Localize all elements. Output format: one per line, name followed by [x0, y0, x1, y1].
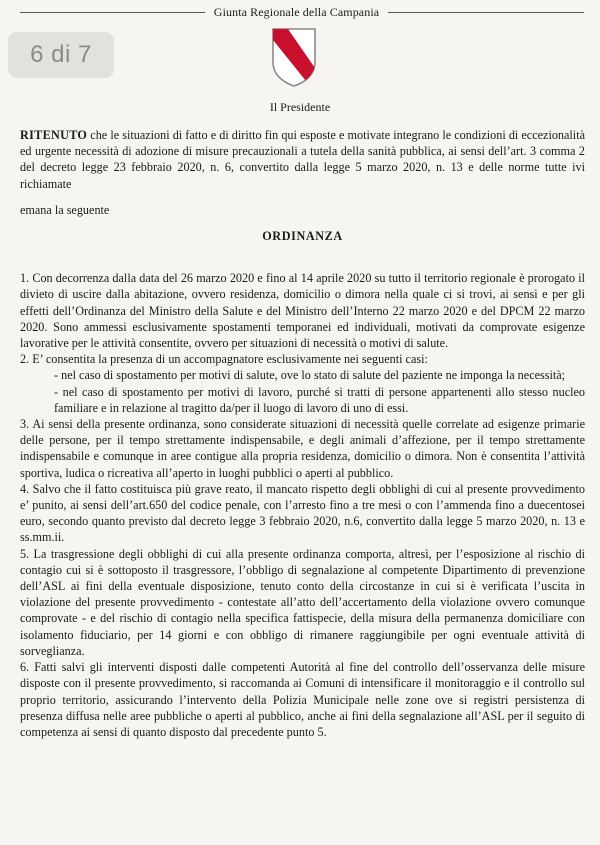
- paragraph-3: 3. Ai sensi della presente ordinanza, sono considerate situazioni di necessità quelle correlate ad esigenze primarie delle persone, per il tempo strettamente indispensabile, e degli animali d’affezione, per il tempo strettamente indispensabile e comunque in aree contigue alla propria residenza, domicilio o dimora. Non è consentita l’attività sportiva, ludica o ricreativa all’aperto in luoghi pubblici o aperti al pubblico.: [20, 417, 585, 480]
- paragraph-5: 5. La trasgressione degli obblighi di cui alla presente ordinanza comporta, altresì, per l’esposizione al rischio di contagio cui si è sottoposto il trasgressore, l’obbligo di segnalazione al competente Dipartimento di prevenzione dell’ASL ai fini della eventuale disposizione, tenuto conto della circostanze in cui si è verificata l’uscita in violazione del presente provvedimento - contestate all’atto dell’accertamento della violazione ovvero comunque comprovate - e del rischio di contagio nella specifica fattispecie, della misura della permanenza domiciliare con isolamento fiduciario, per 14 giorni e con obbligo di rimanere raggiungibile per ogni eventuale attività di sorveglianza.: [20, 546, 585, 658]
- campania-coat-of-arms-icon: [270, 26, 318, 88]
- page-counter-badge: 6 di 7: [8, 32, 114, 78]
- paragraph-1: 1. Con decorrenza dalla data del 26 marzo 2020 e fino al 14 aprile 2020 su tutto il territorio regionale è prorogato il divieto di uscire dalla abitazione, ovvero residenza, domicilio o dimora nella quale ci si trovi, ai sensi e per gli effetti dell’Ordinanza del Ministro della Salute e del Ministro dell’Interno 22 marzo 2020 e del DPCM 22 marzo 2020. Sono ammessi esclusivamente spostamenti temporanei ed individuali, motivati da comprovate esigenze lavorative per le attività consentite, ovvero per situazioni di necessità o motivi di salute.: [20, 271, 585, 351]
- paragraph-6: 6. Fatti salvi gli interventi disposti dalle competenti Autorità al fine del controllo dell’osservanza delle misure disposte con il presente provvedimento, si raccomanda ai Comuni di intensificare il monitoraggio e il controllo sul proprio territorio, assicurando l’intervento della Polizia Municipale nelle zone ove si registri persistenza di presenza diffusa nelle aree pubbliche o aperti al pubblico, anche ai fini della segnalazione all’ASL per il seguito di competenza ai sensi di quanto disposto dal precedente punto 5.: [20, 660, 585, 739]
- header-title: Giunta Regionale della Campania: [213, 5, 380, 19]
- paragraph-2-bullet-2: - nel caso di spostamento per motivi di lavoro, purché si tratti di persone appartenenti allo stesso nucleo familiare e in relazione al tragitto da/per il luogo di lavoro di uno di essi.: [54, 384, 585, 415]
- paragraph-4: 4. Salvo che il fatto costituisca più grave reato, il mancato rispetto degli obblighi di cui al presente provvedimento e’ punito, ai sensi dell’art.650 del codice penale, con l’arresto fino a tre mesi o con l’ammenda fino a duecentosei euro, secondo quanto previsto dal decreto legge 3 febbraio 2020, n.6, convertito dalla legge 5 marzo 2020, n. 13 e ss.mm.ii.: [20, 481, 585, 545]
- intro-paragraph: [20, 127, 585, 192]
- document-body: [20, 127, 585, 740]
- paragraph-2-bullet-1: - nel caso di spostamento per motivi di salute, ove lo stato di salute del paziente ne imponga la necessità;: [54, 368, 566, 383]
- intro-text: che le situazioni di fatto e di diritto fin qui esposte e motivate integrano le condizioni di eccezionalità ed urgente necessità di adozione di misure precauzionali a tutela della sanità pubblica, ai sensi dell’art. 3 comma 2 del decreto legge 23 febbraio 2020, n. 6, convertito dalla legge 5 marzo 2020, n. 13 e delle norme tutte ivi richiamate: [20, 128, 585, 191]
- header-rule-left: [20, 12, 205, 13]
- emana-line: emana la seguente: [20, 202, 110, 217]
- ordinanza-title: ORDINANZA: [262, 229, 343, 244]
- header-rule-right: [388, 12, 584, 13]
- paragraph-2: 2. E’ consentita la presenza di un accompagnatore esclusivamente nei seguenti casi:: [20, 352, 428, 367]
- intro-lead: RITENUTO: [20, 128, 88, 142]
- president-label: Il Presidente: [269, 100, 331, 114]
